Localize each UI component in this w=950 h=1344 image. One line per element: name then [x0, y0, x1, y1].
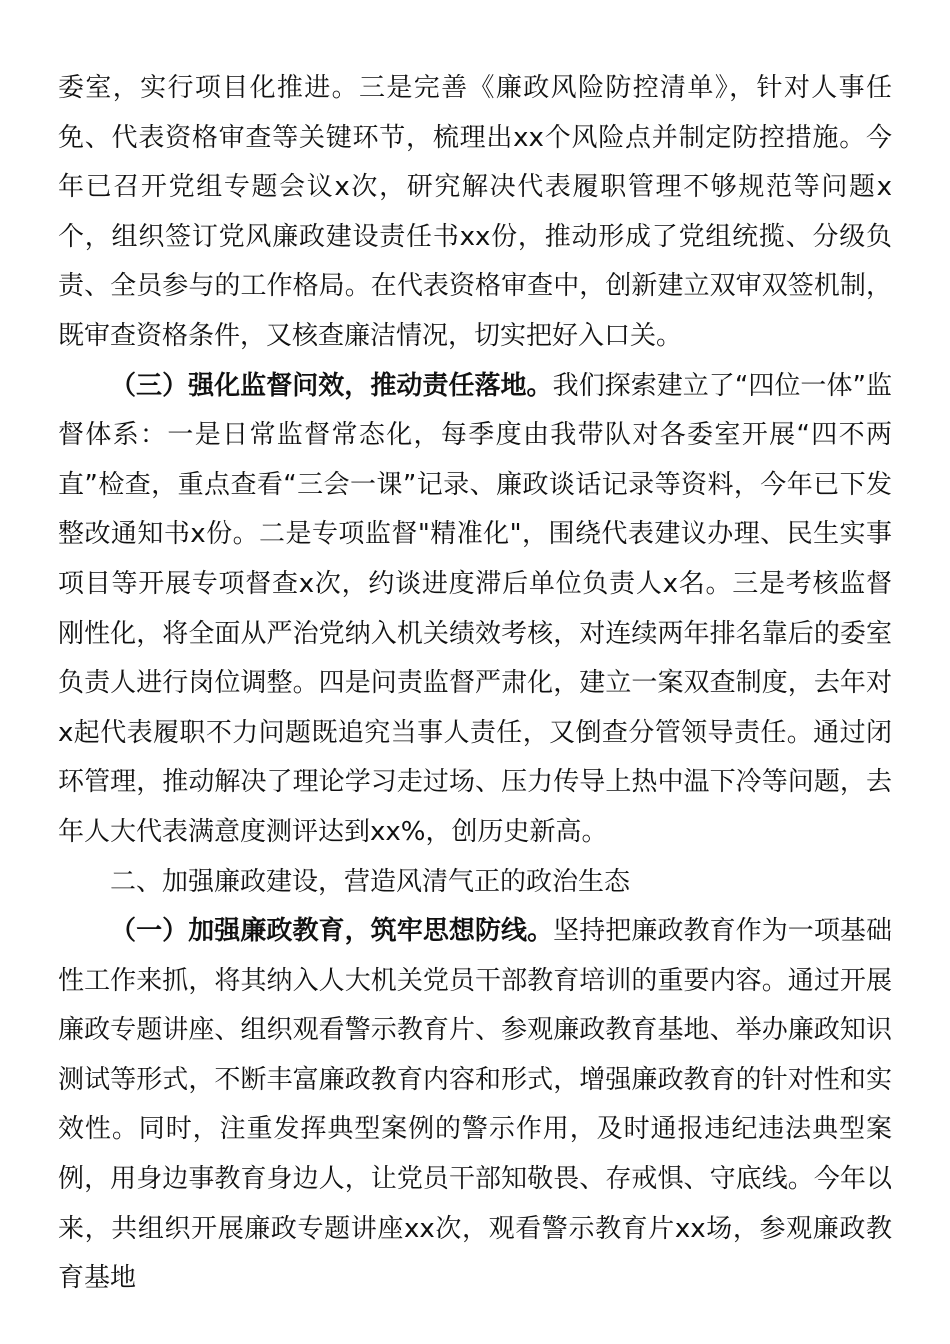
paragraph-heading: （一）加强廉政教育，筑牢思想防线。	[110, 916, 554, 947]
paragraph-education	[58, 907, 892, 1304]
paragraph-supervision	[58, 362, 892, 858]
paragraph-text: 我们探索建立了“四位一体”监督体系：一是日常监督常态化，每季度由我带队对各委室开展“四不两直”检查，重点查看“三会一课”记录、廉政谈话记录等资料，今年已下发整改通知书x份。二是专项监督"精准化"，围绕代表建议办理、民生实事项目等开展专项督查x次，约谈进度滞后单位负责人x名。三是考核监督刚性化，将全面从严治党纳入机关绩效考核，对连续两年排名靠后的委室负责人进行岗位调整。四是问责监督严肃化，建立一案双查制度，去年对x起代表履职不力问题既追究当事人责任，又倒查分管领导责任。通过闭环管理，推动解决了理论学习走过场、压力传导上热中温下冷等问题，去年人大代表满意度测评达到xx%，创历史新高。	[58, 370, 892, 847]
paragraph-text: 坚持把廉政教育作为一项基础性工作来抓，将其纳入人大机关党员干部教育培训的重要内容。通过开展廉政专题讲座、组织观看警示教育片、参观廉政教育基地、举办廉政知识测试等形式，不断丰富廉政教育内容和形式，增强廉政教育的针对性和实效性。同时，注重发挥典型案例的警示作用，及时通报违纪违法典型案例，用身边事教育身边人，让党员干部知敬畏、存戒惧、守底线。今年以来，共组织开展廉政专题讲座xx次，观看警示教育片xx场，参观廉政教育基地	[58, 916, 892, 1294]
section-title: 二、加强廉政建设，营造风清气正的政治生态	[110, 866, 631, 897]
paragraph-heading: （三）强化监督问效，推动责任落地。	[110, 370, 553, 401]
document-page	[58, 64, 892, 1304]
paragraph-text: 委室，实行项目化推进。三是完善《廉政风险防控清单》，针对人事任免、代表资格审查等关键环节，梳理出xx个风险点并制定防控措施。今年已召开党组专题会议x次，研究解决代表履职管理不够规范等问题x个，组织签订党风廉政建设责任书xx份，推动形成了党组统揽、分级负责、全员参与的工作格局。在代表资格审查中，创新建立双审双签机制，既审查资格条件，又核查廉洁情况，切实把好入口关。	[58, 73, 892, 351]
paragraph-continued	[58, 64, 892, 362]
